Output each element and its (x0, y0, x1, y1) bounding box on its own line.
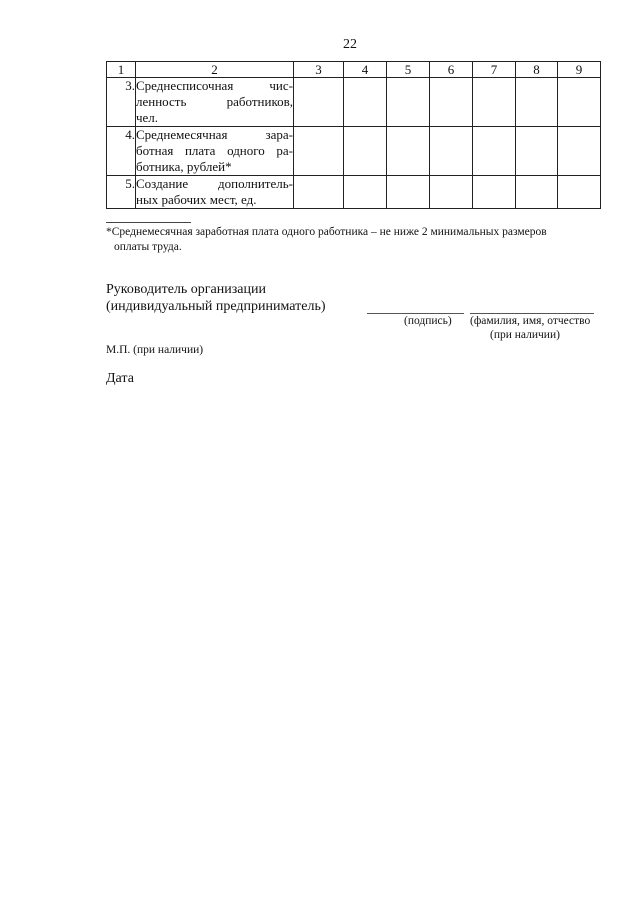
head-subtitle: (индивидуальный предприниматель) (106, 299, 326, 314)
signature-caption: (подпись) (404, 315, 452, 327)
column-header: 8 (516, 62, 558, 78)
column-header: 2 (136, 62, 294, 78)
description-line: ленность работников, (136, 94, 293, 109)
footnote-line: оплаты труда. (114, 241, 182, 253)
table-cell (473, 176, 516, 209)
row-description (136, 176, 294, 209)
footnote-line: *Среднемесячная заработная плата одного работника – не ниже 2 минимальных размеров (106, 226, 547, 238)
description-line: чел. (136, 110, 159, 125)
description-line: ных рабочих мест, ед. (136, 192, 257, 207)
column-header: 5 (387, 62, 430, 78)
table-cell (294, 78, 344, 127)
indicators-table (106, 61, 601, 209)
table-cell (473, 127, 516, 176)
table-cell (558, 78, 601, 127)
description-line: Среднемесячная зара- (136, 127, 293, 142)
table-cell (473, 78, 516, 127)
date-label: Дата (106, 371, 134, 386)
table-row (107, 127, 601, 176)
table-cell (430, 78, 473, 127)
table-cell (516, 176, 558, 209)
column-header: 6 (430, 62, 473, 78)
table-row (107, 78, 601, 127)
name-caption-cont: (при наличии) (490, 329, 560, 341)
table-cell (344, 176, 387, 209)
name-caption: (фамилия, имя, отчество (470, 315, 591, 327)
head-title: Руководитель организации (106, 282, 266, 297)
description-line: Среднесписочная чис- (136, 78, 293, 93)
column-header: 1 (107, 62, 136, 78)
name-line (470, 313, 594, 314)
description-line: ботная плата одного ра- (136, 143, 293, 158)
table-cell (430, 176, 473, 209)
row-description (136, 127, 294, 176)
column-header: 3 (294, 62, 344, 78)
column-header: 7 (473, 62, 516, 78)
table-header-row (107, 62, 601, 78)
table-cell (344, 78, 387, 127)
column-header: 4 (344, 62, 387, 78)
table-cell (294, 176, 344, 209)
table-cell (516, 127, 558, 176)
signature-line (367, 313, 464, 314)
table-cell (387, 127, 430, 176)
table-cell (387, 78, 430, 127)
table-cell (294, 127, 344, 176)
description-line: Создание дополнитель- (136, 176, 293, 191)
table-cell (558, 176, 601, 209)
footnote (106, 225, 596, 255)
table-cell (387, 176, 430, 209)
description-line: ботника, рублей* (136, 159, 232, 174)
row-number: 3. (107, 78, 136, 127)
row-description (136, 78, 294, 127)
table-row (107, 176, 601, 209)
table-cell (430, 127, 473, 176)
footnote-divider (106, 222, 191, 223)
seal-note: М.П. (при наличии) (106, 344, 204, 356)
table-cell (344, 127, 387, 176)
table-cell (516, 78, 558, 127)
row-number: 5. (107, 176, 136, 209)
page-number: 22 (343, 37, 357, 52)
column-header: 9 (558, 62, 601, 78)
row-number: 4. (107, 127, 136, 176)
table-cell (558, 127, 601, 176)
